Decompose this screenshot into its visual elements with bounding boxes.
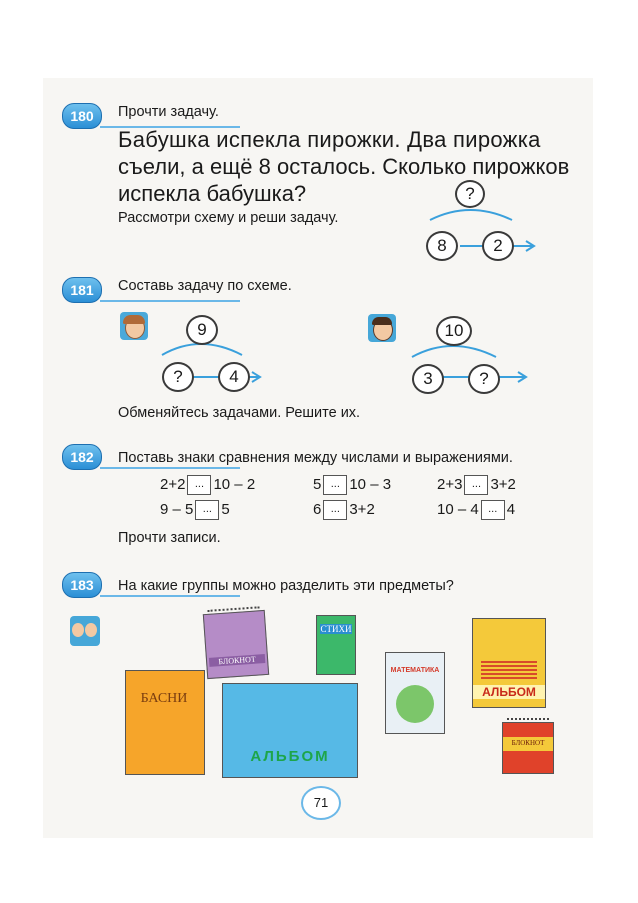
page-number: 71: [301, 786, 341, 820]
boy-face-icon: [368, 314, 396, 342]
scheme-top-circle: 10: [436, 316, 472, 346]
comparison-expression: 5 ... 10 – 3: [313, 475, 391, 495]
scheme-top-circle: ?: [455, 180, 485, 208]
task-number-badge: 181: [62, 277, 102, 303]
task-instruction: На какие группы можно разделить эти предметы?: [118, 578, 454, 594]
album-yellow: [472, 618, 546, 708]
task-number-badge: 182: [62, 444, 102, 470]
book-title: БАСНИ: [140, 691, 188, 706]
scheme-left-circle: ?: [162, 362, 194, 392]
comparison-box[interactable]: ...: [323, 475, 347, 495]
comparison-expression: 10 – 4 ... 4: [437, 500, 515, 520]
task-followup: Обменяйтесь задачами. Решите их.: [118, 405, 361, 421]
comparison-expression: 9 – 5 ... 5: [160, 500, 230, 520]
book-title: БЛОКНОТ: [511, 739, 545, 747]
book-title: АЛЬБОМ: [473, 685, 545, 699]
read-notes-text: Прочти записи.: [118, 530, 221, 546]
problem-text-line3: испекла бабушка?: [118, 181, 307, 206]
basni-book: [125, 670, 205, 775]
scheme-right-circle: ?: [468, 364, 500, 394]
album-blue: [222, 683, 358, 778]
task-instruction: Прочти задачу.: [118, 104, 219, 120]
pair-work-icon: [70, 616, 100, 646]
book-title: БЛОКНОТ: [209, 654, 265, 667]
scheme-right-circle: 2: [482, 231, 514, 261]
scheme-left-circle: 3: [412, 364, 444, 394]
comparison-box[interactable]: ...: [187, 475, 211, 495]
scheme-top-circle: 9: [186, 315, 218, 345]
comparison-box[interactable]: ...: [464, 475, 488, 495]
problem-text-line2: съели, а ещё 8 осталось. Сколько пирожков: [118, 154, 570, 179]
girl-face-icon: [120, 312, 148, 340]
book-title: АЛЬБОМ: [250, 748, 330, 765]
problem-text-line1: Бабушка испекла пирожки. Два пирожка: [118, 127, 541, 152]
spiral-binding-icon: [507, 718, 549, 726]
comparison-box[interactable]: ...: [323, 500, 347, 520]
book-title: МАТЕМАТИКА: [390, 667, 440, 674]
task-number-badge: 183: [62, 572, 102, 598]
comparison-expression: 2+3 ... 3+2: [437, 475, 516, 495]
task-instruction: Составь задачу по схеме.: [118, 278, 292, 294]
comparison-expression: 6 ... 3+2: [313, 500, 375, 520]
scheme-instruction: Рассмотри схему и реши задачу.: [118, 210, 339, 226]
task-number-badge: 180: [62, 103, 102, 129]
notebook-red: [502, 722, 554, 774]
task-instruction: Поставь знаки сравнения между числами и выражениями.: [118, 450, 513, 466]
task-divider: [100, 595, 240, 597]
book-title: СТИХИ: [320, 624, 352, 634]
notebook-purple: [203, 610, 269, 679]
task-divider: [100, 467, 240, 469]
scheme-right-circle: 4: [218, 362, 250, 392]
comparison-box[interactable]: ...: [481, 500, 505, 520]
comparison-expression: 2+2 ... 10 – 2: [160, 475, 255, 495]
comparison-box[interactable]: ...: [195, 500, 219, 520]
scheme-left-circle: 8: [426, 231, 458, 261]
matematika-book: [385, 652, 445, 734]
task-divider: [100, 300, 240, 302]
stikhi-book: [316, 615, 356, 675]
